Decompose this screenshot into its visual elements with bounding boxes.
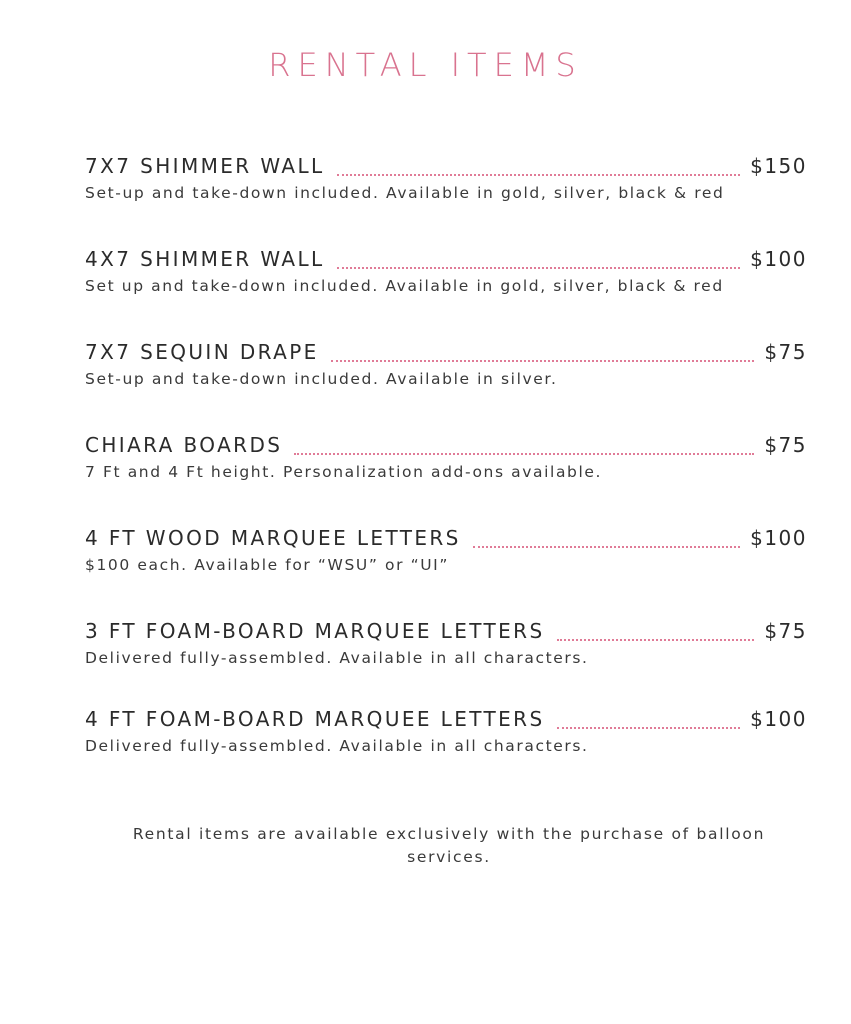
dot-leader — [557, 727, 741, 729]
item-name: 7X7 SHIMMER WALL — [85, 154, 325, 178]
item-name: 7X7 SEQUIN DRAPE — [85, 340, 319, 364]
item-name: CHIARA BOARDS — [85, 433, 283, 457]
page-title: RENTAL ITEMS — [268, 46, 583, 84]
dot-leader — [331, 360, 755, 362]
item-price: $75 — [764, 619, 807, 643]
item-price: $100 — [750, 526, 807, 550]
rental-item — [85, 707, 807, 755]
item-name: 4 FT WOOD MARQUEE LETTERS — [85, 526, 461, 550]
item-name: 3 FT FOAM-BOARD MARQUEE LETTERS — [85, 619, 545, 643]
item-description: Set-up and take-down included. Available in gold, silver, black & red — [85, 184, 725, 202]
item-price: $100 — [750, 247, 807, 271]
item-price: $75 — [764, 340, 807, 364]
dot-leader — [557, 639, 755, 641]
item-description: Delivered fully-assembled. Available in all characters. — [85, 649, 589, 667]
item-description: Delivered fully-assembled. Available in all characters. — [85, 737, 589, 755]
rental-item — [85, 433, 807, 481]
rental-item — [85, 340, 807, 388]
dot-leader — [337, 267, 741, 269]
rental-item — [85, 619, 807, 667]
item-name: 4X7 SHIMMER WALL — [85, 247, 325, 271]
rental-item — [85, 247, 807, 295]
item-price: $150 — [750, 154, 807, 178]
item-description: Set-up and take-down included. Available in silver. — [85, 370, 558, 388]
item-price: $75 — [764, 433, 807, 457]
item-description: $100 each. Available for “WSU” or “UI” — [85, 556, 449, 574]
item-price: $100 — [750, 707, 807, 731]
item-description: 7 Ft and 4 Ft height. Personalization add-ons available. — [85, 463, 603, 481]
item-name: 4 FT FOAM-BOARD MARQUEE LETTERS — [85, 707, 545, 731]
footer-note: Rental items are available exclusively with the purchase of balloon services. — [132, 825, 766, 866]
item-description: Set up and take-down included. Available in gold, silver, black & red — [85, 277, 724, 295]
dot-leader — [337, 174, 741, 176]
rental-item — [85, 154, 807, 202]
rental-item — [85, 526, 807, 574]
dot-leader — [294, 453, 754, 455]
dot-leader — [473, 546, 740, 548]
